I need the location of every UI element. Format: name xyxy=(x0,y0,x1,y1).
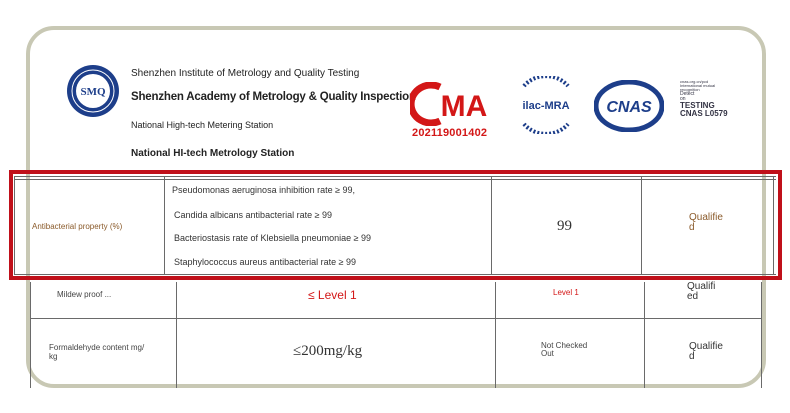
mildew-verdict-line2: ed xyxy=(687,291,699,302)
cma-logo xyxy=(410,82,496,126)
formaldehyde-property-line2: kg xyxy=(49,351,58,361)
cnas-small-line7: CNAS L0579 xyxy=(680,109,728,119)
formaldehyde-property-line1: Formaldehyde content mg/ xyxy=(49,343,145,352)
mildew-verdict xyxy=(687,282,715,302)
antibacterial-verdict-line2: d xyxy=(689,222,695,233)
mildew-result: Level 1 xyxy=(553,288,579,297)
formaldehyde-property-label xyxy=(49,344,144,362)
mildew-verdict-line1: Qualifi xyxy=(687,281,716,292)
antibacterial-verdict-line1: Qualifie xyxy=(689,212,723,223)
formaldehyde-requirement: ≤200mg/kg xyxy=(293,343,363,359)
cnas-logo-text: CNAS xyxy=(606,99,652,116)
table-line xyxy=(644,282,645,388)
ilac-logo-text: ilac-MRA xyxy=(522,100,570,112)
institute-name-line3: National High-tech Metering Station xyxy=(131,120,274,130)
antibacterial-requirement-2: Candida albicans antibacterial rate ≥ 99 xyxy=(174,210,333,220)
formaldehyde-result-line2: Out xyxy=(541,349,554,359)
formaldehyde-verdict-line2: d xyxy=(689,351,695,362)
antibacterial-requirement-4: Staphylococcus aureus antibacterial rate ≥ 99 xyxy=(174,257,357,267)
antibacterial-requirement-1: Pseudomonas aeruginosa inhibition rate ≥ 99, xyxy=(172,185,356,195)
mildew-property-label: Mildew proof ... xyxy=(57,290,112,299)
institute-name-line4: National HI-tech Metrology Station xyxy=(131,148,295,159)
cnas-small-line4: Detect xyxy=(680,91,695,97)
cnas-small-line6: TESTING xyxy=(680,101,715,110)
formaldehyde-result-line1: Not Checked xyxy=(541,341,588,350)
formaldehyde-verdict xyxy=(689,342,723,362)
smq-logo-text: SMQ xyxy=(80,86,106,98)
formaldehyde-result xyxy=(541,342,587,359)
cma-number: 202119001402 xyxy=(412,127,488,139)
antibacterial-requirement-3: Bacteriostasis rate of Klebsiella pneumoniae ≥ 99 xyxy=(174,233,372,243)
table-line xyxy=(30,318,762,319)
antibacterial-property-label: Antibacterial property (%) xyxy=(32,222,123,231)
table-line xyxy=(761,282,762,388)
institute-name-line1: Shenzhen Institute of Metrology and Quality Testing xyxy=(131,68,360,79)
cnas-accreditation-text xyxy=(680,80,728,119)
institute-name-line2: Shenzhen Academy of Metrology & Quality Inspection xyxy=(131,91,416,103)
cnas-logo xyxy=(594,80,664,132)
smq-seal-logo xyxy=(66,64,120,118)
cnas-small-line3: recognition xyxy=(680,87,700,92)
cnas-small-line1: cnas.org.cn/pcd xyxy=(680,79,709,84)
cma-logo-text: MA xyxy=(440,90,488,123)
ilac-mra-logo xyxy=(512,76,580,134)
highlight-box xyxy=(9,170,782,280)
table-line xyxy=(176,282,177,388)
formaldehyde-verdict-line1: Qualifie xyxy=(689,341,723,352)
cnas-small-line2: International mutual xyxy=(680,83,716,88)
antibacterial-result: 99 xyxy=(557,218,572,234)
mildew-requirement: ≤ Level 1 xyxy=(308,288,357,302)
table-line xyxy=(495,282,496,388)
cnas-small-line5: on xyxy=(680,96,686,102)
table-line xyxy=(30,282,31,388)
